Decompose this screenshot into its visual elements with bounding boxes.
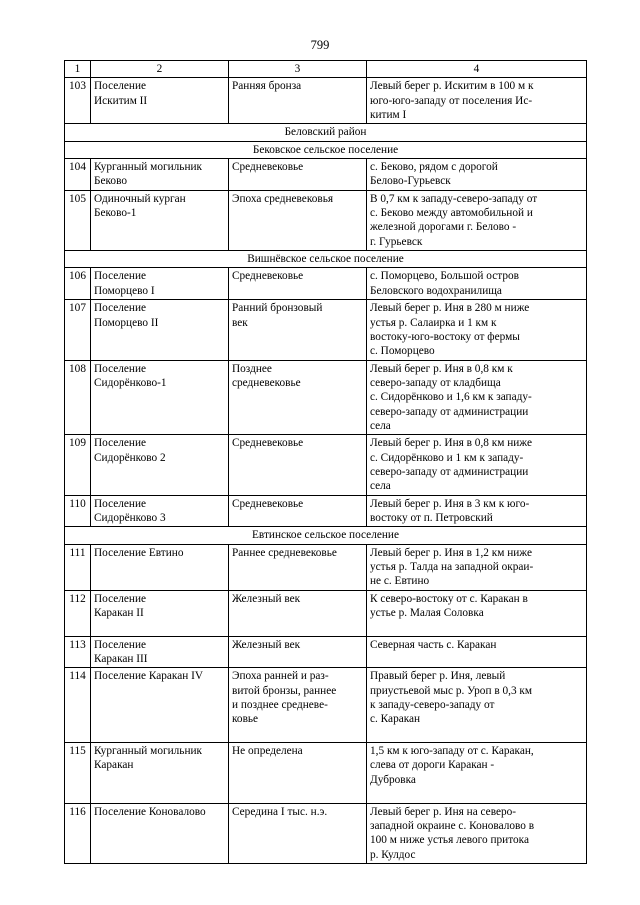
row-number: 104	[65, 159, 91, 191]
monument-date-cell	[229, 803, 367, 863]
monument-location-line: устье р. Малая Соловка	[370, 607, 484, 620]
monument-location-line: востоку-юго-востоку от фермы	[370, 330, 520, 343]
monument-date-cell	[229, 544, 367, 590]
monument-location-line: устья р. Талда на западной окраи-	[370, 561, 534, 573]
monument-date-cell	[229, 590, 367, 636]
table-row	[65, 743, 587, 803]
monument-location-line: Левый берег р. Иня в 1,2 км ниже	[370, 546, 532, 559]
monument-name-line: Сидорёнково 2	[94, 451, 166, 464]
monument-name-cell	[91, 159, 229, 191]
monument-location-line: Левый берег р. Иня в 280 м ниже	[370, 302, 530, 315]
monument-name-line: Сидорёнково 3	[94, 511, 166, 524]
monument-location-cell	[367, 668, 587, 743]
monument-date-line: Не определена	[232, 745, 303, 758]
monument-name-line: Курганный могильник	[94, 161, 203, 174]
monument-name-line: Поселение	[94, 437, 147, 450]
table-row	[65, 668, 587, 743]
monument-date-cell	[229, 159, 367, 191]
monument-name-line: Беково-1	[94, 207, 137, 220]
table-row	[65, 803, 587, 863]
monument-date-line: Средневековье	[232, 161, 304, 174]
monument-location-cell	[367, 743, 587, 803]
monument-location-cell	[367, 544, 587, 590]
monument-name-line: Поселение	[94, 362, 147, 375]
monument-date-cell	[229, 360, 367, 435]
table-row	[65, 78, 587, 124]
monument-location-line: северо-западу от администрации	[370, 465, 529, 478]
table-row	[65, 544, 587, 590]
table-row	[65, 159, 587, 191]
monument-date-line: Средневековье	[232, 270, 304, 283]
monument-location-line: востоку от п. Петровский	[370, 511, 493, 524]
monument-location-line: железной дорогами г. Белово -	[370, 221, 517, 234]
monument-location-cell	[367, 590, 587, 636]
table-row	[65, 495, 587, 527]
monument-name-cell	[91, 78, 229, 124]
monument-date-line: Эпоха ранней и раз-	[232, 670, 329, 683]
monument-name-line: Одиночный курган	[94, 192, 186, 205]
monument-name-line: Поморцево II	[94, 316, 159, 329]
monument-location-line: с. Поморцево	[370, 345, 435, 358]
monument-location-cell	[367, 435, 587, 495]
monument-name-cell	[91, 803, 229, 863]
row-number: 107	[65, 300, 91, 360]
section-title: Вишнёвское сельское поселение	[65, 251, 587, 268]
monument-location-cell	[367, 190, 587, 250]
monument-name-cell	[91, 743, 229, 803]
row-number: 112	[65, 590, 91, 636]
monument-location-line: г. Гурьевск	[370, 235, 423, 248]
monument-date-line: Эпоха средневековья	[232, 192, 334, 205]
table-row	[65, 360, 587, 435]
monument-date-line: Ранняя бронза	[232, 80, 302, 93]
section-header-row	[65, 527, 587, 544]
monument-name-line: Каракан II	[94, 607, 144, 620]
monument-date-line: Раннее средневековье	[232, 546, 337, 559]
monument-name-line: Поселение	[94, 302, 147, 315]
row-number: 111	[65, 544, 91, 590]
table-row	[65, 636, 587, 668]
monument-location-line: Белово-Гурьевск	[370, 175, 451, 188]
header-cell-name: 2	[91, 61, 229, 78]
monument-location-cell	[367, 300, 587, 360]
monument-date-cell	[229, 668, 367, 743]
monument-date-cell	[229, 636, 367, 668]
monument-name-line: Поселение Евтино	[94, 546, 184, 559]
monument-location-line: с. Поморцево, Большой остров	[370, 270, 519, 283]
monument-date-line: ковье	[232, 713, 259, 726]
table-row	[65, 190, 587, 250]
monument-name-line: Поселение	[94, 638, 147, 651]
monument-name-line: Поселение Коновалово	[94, 805, 206, 818]
monument-location-line: К северо-востоку от с. Каракан в	[370, 592, 528, 605]
monument-date-cell	[229, 300, 367, 360]
monument-location-cell	[367, 268, 587, 300]
monument-name-cell	[91, 435, 229, 495]
monument-location-line: с. Сидорёнково и 1,6 км к западу-	[370, 391, 532, 404]
section-title: Беловский район	[65, 124, 587, 141]
monument-name-cell	[91, 300, 229, 360]
row-number: 114	[65, 668, 91, 743]
monument-location-line: устья р. Салаирка и 1 км к	[370, 316, 497, 329]
monument-date-cell	[229, 495, 367, 527]
monument-name-cell	[91, 268, 229, 300]
table-row	[65, 300, 587, 360]
monument-location-line: Левый берег р. Иня в 0,8 км ниже	[370, 437, 532, 450]
monument-location-cell	[367, 803, 587, 863]
monument-date-cell	[229, 78, 367, 124]
table-row	[65, 268, 587, 300]
header-row	[65, 61, 587, 78]
monument-date-line: Позднее	[232, 362, 272, 375]
section-header-row	[65, 124, 587, 141]
monument-date-line: Железный век	[232, 638, 301, 651]
monument-location-line: с. Беково, рядом с дорогой	[370, 161, 498, 174]
table-body	[65, 78, 587, 864]
row-number: 106	[65, 268, 91, 300]
monument-location-line: юго-юго-западу от поселения Ис-	[370, 94, 533, 107]
monument-name-line: Беково	[94, 175, 127, 188]
section-title: Бековское сельское поселение	[65, 141, 587, 158]
monument-name-cell	[91, 590, 229, 636]
monument-location-line: западной окраине с. Коновалово в	[370, 819, 535, 832]
monument-location-line: северо-западу от администрации	[370, 405, 529, 418]
header-cell-date: 3	[229, 61, 367, 78]
monument-name-line: Поселение	[94, 497, 147, 510]
monument-date-line: средневековье	[232, 376, 301, 389]
monument-date-cell	[229, 435, 367, 495]
monument-location-line: Беловского водохранилища	[370, 284, 502, 297]
monument-name-cell	[91, 544, 229, 590]
header-cell-location: 4	[367, 61, 587, 78]
row-number: 110	[65, 495, 91, 527]
monument-location-line: Правый берег р. Иня, левый	[370, 670, 506, 683]
monument-name-cell	[91, 190, 229, 250]
monuments-table	[64, 60, 587, 864]
monument-date-line: витой бронзы, раннее	[232, 684, 337, 697]
monument-location-cell	[367, 360, 587, 435]
monument-location-line: с. Каракан	[370, 713, 421, 726]
monument-date-cell	[229, 190, 367, 250]
monument-location-line: с. Сидорёнково и 1 км к западу-	[370, 451, 524, 464]
monument-location-line: слева от дороги Каракан -	[370, 759, 495, 772]
monument-name-line: Поселение	[94, 270, 147, 283]
monument-location-line: Левый берег р. Иня на северо-	[370, 805, 517, 818]
monument-location-cell	[367, 636, 587, 668]
monument-name-line: Поселение	[94, 592, 147, 605]
monument-name-line: Поселение Каракан IV	[94, 670, 204, 683]
monument-name-line: Поселение	[94, 80, 147, 93]
monument-name-line: Поморцево I	[94, 284, 155, 297]
monument-date-line: век	[232, 316, 248, 329]
monument-location-line: с. Беково между автомобильной и	[370, 207, 533, 220]
monument-location-line: Дубровка	[370, 773, 416, 786]
row-number: 115	[65, 743, 91, 803]
page-number: 799	[310, 38, 330, 52]
monument-location-line: В 0,7 км к западу-северо-западу от	[370, 192, 538, 205]
monument-location-line: Левый берег р. Иня в 0,8 км к	[370, 362, 513, 375]
monument-date-line: Ранний бронзовый	[232, 302, 323, 315]
monument-location-line: Северная часть с. Каракан	[370, 638, 497, 651]
monument-name-cell	[91, 360, 229, 435]
monument-name-line: Искитим II	[94, 94, 148, 107]
section-header-row	[65, 251, 587, 268]
table-row	[65, 590, 587, 636]
monument-location-line: к западу-северо-западу от	[370, 699, 495, 712]
row-number: 105	[65, 190, 91, 250]
monument-date-line: Средневековье	[232, 437, 304, 450]
monument-date-line: Середина I тыс. н.э.	[232, 805, 328, 818]
row-number: 103	[65, 78, 91, 124]
monument-name-line: Каракан	[94, 759, 134, 772]
monument-date-line: Железный век	[232, 592, 301, 605]
monument-location-line: села	[370, 419, 391, 432]
monument-location-line: села	[370, 480, 391, 493]
monument-date-cell	[229, 268, 367, 300]
monument-location-cell	[367, 495, 587, 527]
monument-location-line: 1,5 км к юго-западу от с. Каракан,	[370, 745, 534, 758]
monument-name-cell	[91, 668, 229, 743]
monument-name-line: Сидорёнково-1	[94, 376, 167, 389]
monument-name-cell	[91, 636, 229, 668]
monument-location-line: Левый берег р. Искитим в 100 м к	[370, 80, 534, 93]
monument-date-line: Средневековье	[232, 497, 304, 510]
monument-location-line: не с. Евтино	[370, 575, 430, 588]
monument-location-line: Левый берег р. Иня в 3 км к юго-	[370, 497, 530, 510]
monument-date-cell	[229, 743, 367, 803]
monument-location-line: р. Кулдос	[370, 848, 416, 861]
row-number: 109	[65, 435, 91, 495]
monument-name-cell	[91, 495, 229, 527]
monument-location-cell	[367, 159, 587, 191]
table-row	[65, 435, 587, 495]
monument-location-line: северо-западу от кладбища	[370, 376, 501, 389]
monument-location-cell	[367, 78, 587, 124]
monument-name-line: Каракан III	[94, 653, 148, 666]
header-cell-number: 1	[65, 61, 91, 78]
row-number: 108	[65, 360, 91, 435]
monument-location-line: приустьевой мыс р. Уроп в 0,3 км	[370, 684, 533, 697]
monument-name-line: Курганный могильник	[94, 745, 203, 758]
row-number: 113	[65, 636, 91, 668]
section-header-row	[65, 141, 587, 158]
row-number: 116	[65, 803, 91, 863]
monument-location-line: 100 м ниже устья левого притока	[370, 834, 529, 847]
monument-location-line: китим I	[370, 109, 407, 122]
monument-date-line: и позднее средневе-	[232, 699, 328, 712]
section-title: Евтинское сельское поселение	[65, 527, 587, 544]
